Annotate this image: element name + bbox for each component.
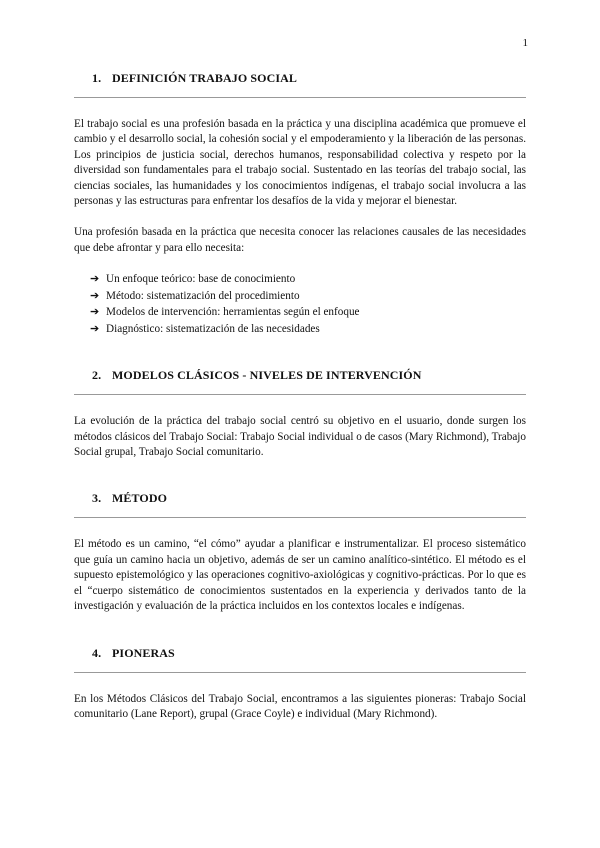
- section-4-paragraph-1: En los Métodos Clásicos del Trabajo Social, encontramos a las siguientes pioneras: Trabajo Social comunitario (Lane Report), grupal (Grace Coyle) e individual (Mary Richmond).: [74, 692, 526, 720]
- list-item: [90, 321, 526, 338]
- list-item: [90, 288, 526, 305]
- section-2-rule: [74, 394, 526, 395]
- list-item-text: Diagnóstico: sistematización de las necesidades: [106, 322, 320, 335]
- arrow-icon: ➔: [90, 273, 100, 286]
- section-2-number: 2.: [92, 368, 102, 383]
- section-3-rule: [74, 517, 526, 518]
- section-1-title: [92, 70, 526, 86]
- section-3-title: [92, 490, 526, 506]
- arrow-icon: ➔: [90, 306, 100, 319]
- section-2-title: [92, 367, 526, 383]
- section-1-paragraph-2: Una profesión basada en la práctica que necesita conocer las relaciones causales de las necesidades que debe afrontar y para ello necesita:: [74, 226, 526, 254]
- section-4-number: 4.: [92, 645, 102, 660]
- section-1-rule: [74, 97, 526, 98]
- section-1-paragraph-1: El trabajo social es una profesión basada en la práctica y una disciplina académica que promueve el cambio y el desarrollo social, la cohesión social y el empoderamiento y la liberación de las personas. Los principios de justicia social, derechos humanos, responsabilidad colectiva y respeto por la diversidad son fundamentales para el trabajo social. Sustentado en las teorías del trabajo social, las ciencias sociales, las humanidades y los conocimientos indígenas, el trabajo social involucra a las personas y las estructuras para enfrentar los desafíos de la vida y mejorar el bienestar.: [74, 118, 526, 208]
- section-1-title-text: DEFINICIÓN TRABAJO SOCIAL: [112, 71, 297, 85]
- list-item: [90, 304, 526, 321]
- section-3-paragraph-1: El método es un camino, “el cómo” ayudar a planificar e instrumentalizar. El proceso sistemático que guía un camino hacia un objetivo, además de ser un camino analítico-sintético. El método es el supuesto epistemológico y las operaciones cognitivo-axiológicas y cognitivo-prácticas. Por lo que es el “cuerpo sistemático de conocimientos sustentados en la experiencia y derivados tanto de la investigación y evaluación de la práctica incluidos en los contextos locales e indígenas.: [74, 538, 526, 613]
- list-item: [90, 271, 526, 288]
- list-item-text: Modelos de intervención: herramientas según el enfoque: [106, 306, 360, 319]
- section-4-rule: [74, 672, 526, 673]
- arrow-icon: ➔: [90, 289, 100, 302]
- section-1-bullet-list: [90, 271, 526, 337]
- section-4-title: [92, 645, 526, 661]
- section-3-title-text: MÉTODO: [112, 491, 168, 506]
- section-2-paragraph-1: La evolución de la práctica del trabajo social centró su objetivo en el usuario, donde surgen los métodos clásicos del Trabajo Social: Trabajo Social individual o de casos (Mary Richmond), Trabajo Social grupal, Trabajo Social comunitario.: [74, 415, 526, 459]
- arrow-icon: ➔: [90, 322, 100, 335]
- section-4-title-text: PIONERAS: [112, 645, 175, 660]
- list-item-text: Método: sistematización del procedimiento: [106, 289, 300, 302]
- section-1-number: 1.: [92, 71, 102, 85]
- section-2-title-text: MODELOS CLÁSICOS - NIVELES DE INTERVENCIÓN: [112, 368, 422, 383]
- document-body: [74, 70, 526, 722]
- list-item-text: Un enfoque teórico: base de conocimiento: [106, 273, 296, 286]
- page-number: 1: [522, 37, 528, 49]
- section-3-number: 3.: [92, 491, 102, 506]
